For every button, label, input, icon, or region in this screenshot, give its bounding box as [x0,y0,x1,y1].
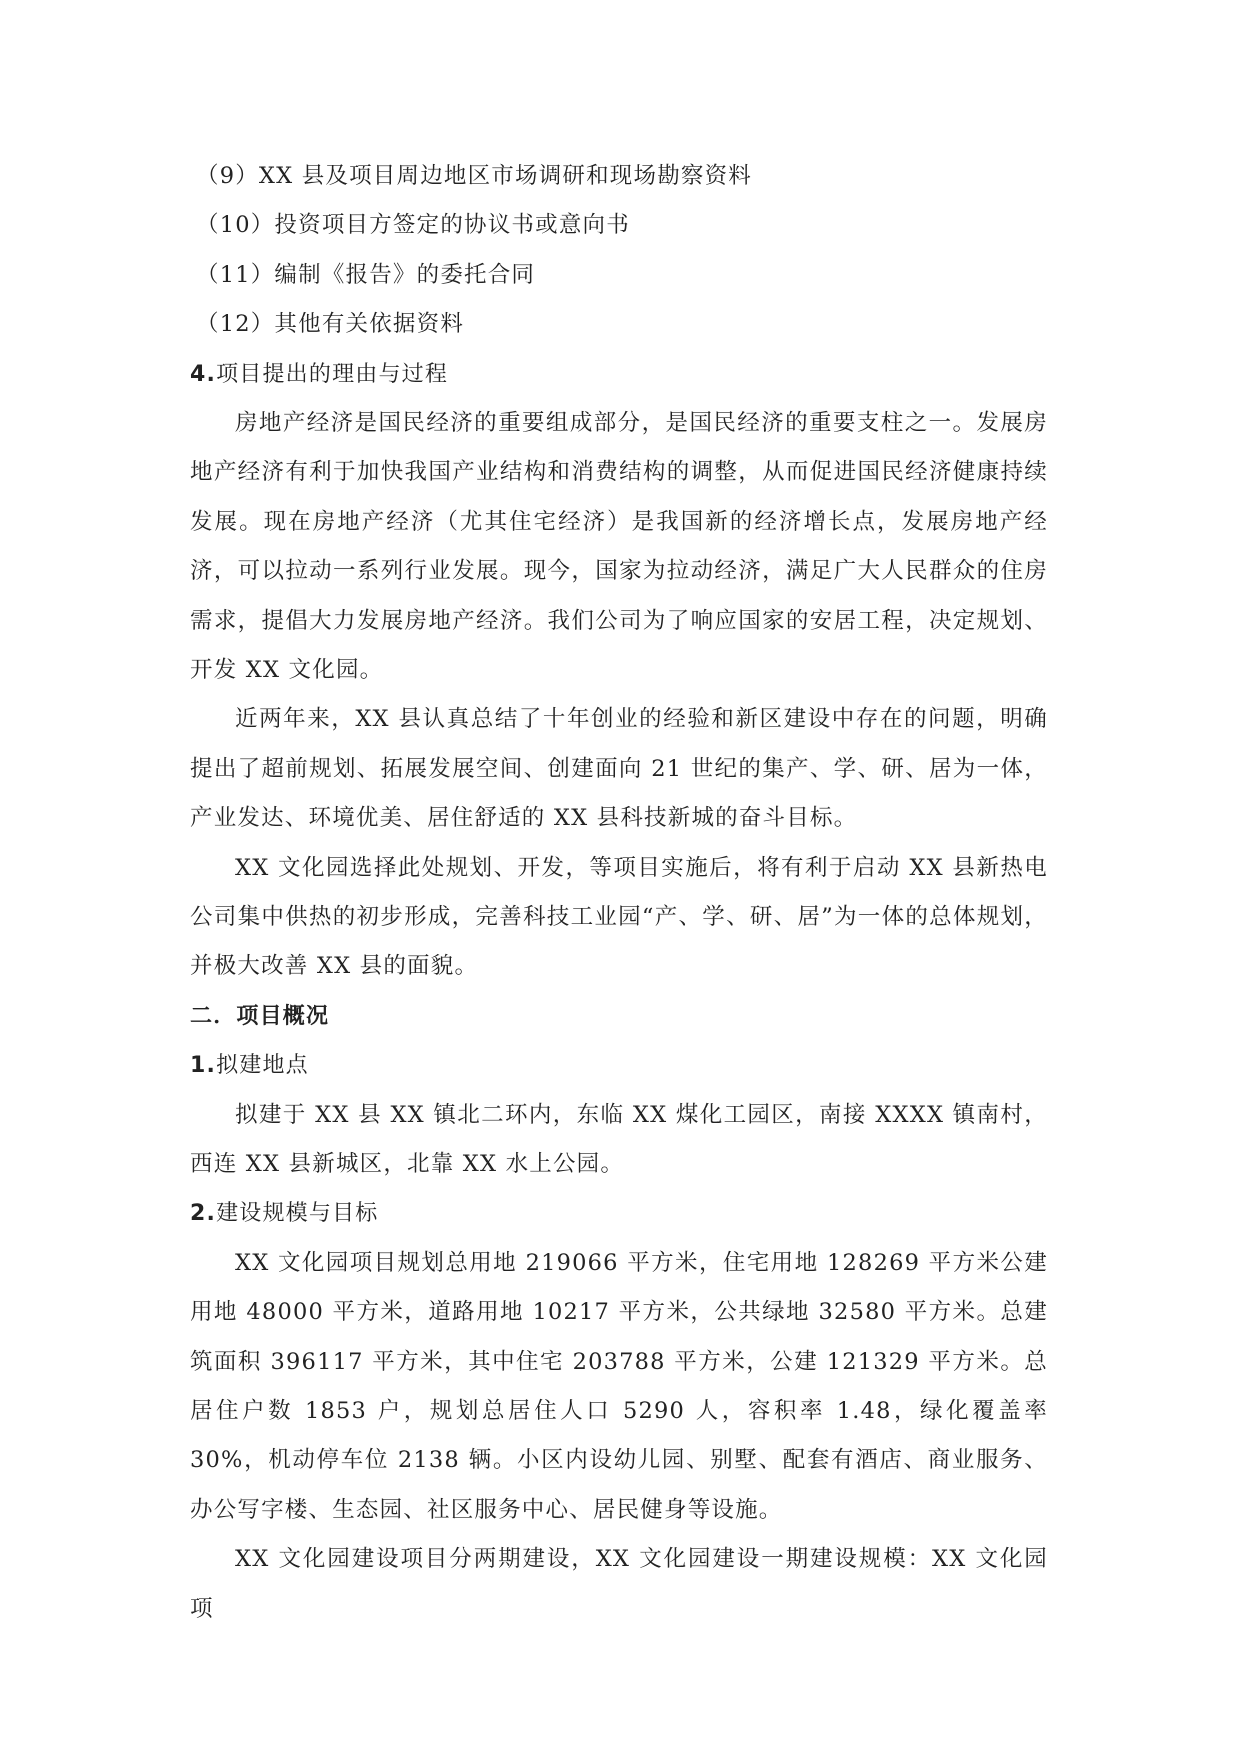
body-paragraph: 近两年来，XX 县认真总结了十年创业的经验和新区建设中存在的问题，明确提出了超前规划、拓展发展空间、创建面向 21 世纪的集产、学、研、居为一体，产业发达、环境优美、居住舒适的 XX 县科技新城的奋斗目标。 [190,706,1048,832]
section-title: 建设规模与目标 [216,1201,379,1227]
body-paragraph: 拟建于 XX 县 XX 镇北二环内，东临 XX 煤化工园区，南接 XXXX 镇南村，西连 XX 县新城区，北靠 XX 水上公园。 [190,1101,1048,1178]
body-paragraph: 房地产经济是国民经济的重要组成部分，是国民经济的重要支柱之一。发展房地产经济有利于加快我国产业结构和消费结构的调整，从而促进国民经济健康持续发展。现在房地产经济（尤其住宅经济）是我国新的经济增长点，发展房地产经济，可以拉动一系列行业发展。现今，国家为拉动经济，满足广大人民群众的住房需求，提倡大力发展房地产经济。我们公司为了响应国家的安居工程，决定规划、开发 XX 文化园。 [190,409,1048,683]
body-paragraph: XX 文化园建设项目分两期建设，XX 文化园建设一期建设规模：XX 文化园项 [190,1546,1048,1622]
section-number: 4. [190,361,217,387]
section-title: 项目提出的理由与过程 [216,361,449,387]
document-page [190,152,1048,1634]
reference-list-item: （11）编制《报告》的委托合同 [196,261,536,288]
chapter-heading: 二．项目概况 [190,1003,330,1029]
section-number: 2. [190,1201,217,1227]
section-title: 拟建地点 [216,1053,309,1079]
reference-list-item: （10）投资项目方签定的协议书或意向书 [196,212,630,239]
section-heading-4 [190,350,1048,399]
body-paragraph: XX 文化园选择此处规划、开发，等项目实施后，将有利于启动 XX 县新热电公司集中供热的初步形成，完善科技工业园“产、学、研、居”为一体的总体规划，并极大改善 XX 县的面貌。 [190,854,1048,980]
body-paragraph: XX 文化园项目规划总用地 219066 平方米，住宅用地 128269 平方米公建用地 48000 平方米，道路用地 10217 平方米，公共绿地 32580 平方米。总建筑面积 396117 平方米，其中住宅 203788 平方米，公建 121329 平方米。总居住户数 1853 户，规划总居住人口 5290 人，容积率 1.48，绿化覆盖率 30%，机动停车位 2138 辆。小区内设幼儿园、别墅、配套有酒店、商业服务、办公写字楼、生态园、社区服务中心、居民健身等设施。 [190,1249,1048,1523]
reference-list-item: （12）其他有关依据资料 [196,311,465,338]
section-heading-2 [190,1189,1048,1238]
section-heading-1 [190,1041,1048,1090]
section-number: 1. [190,1053,217,1079]
reference-list-item: （9）XX 县及项目周边地区市场调研和现场勘察资料 [196,163,753,189]
